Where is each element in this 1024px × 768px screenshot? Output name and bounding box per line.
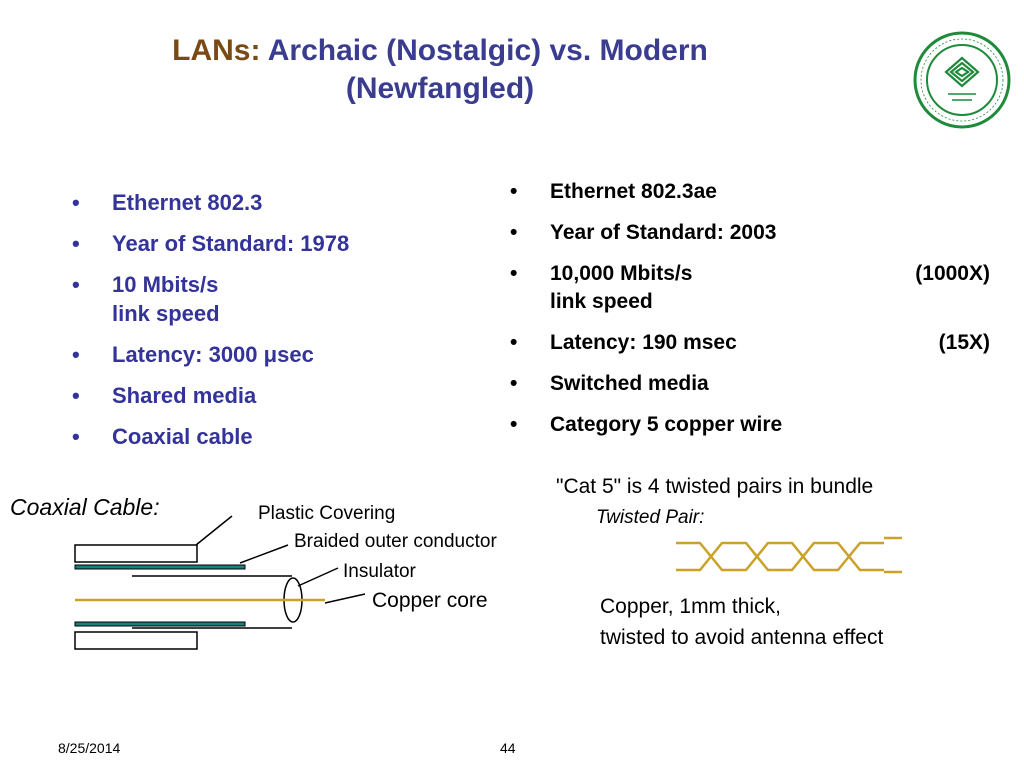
list-item: • 10 Mbits/s link speed bbox=[72, 270, 452, 328]
label-copper-core: Copper core bbox=[372, 589, 488, 612]
coax-insulator bbox=[132, 576, 292, 628]
list-item: • Year of Standard: 1978 bbox=[72, 229, 452, 258]
list-item: • Year of Standard: 2003 bbox=[510, 219, 990, 247]
coax-braid-bottom bbox=[75, 622, 245, 626]
list-item: • Latency: 3000 μsec bbox=[72, 340, 452, 369]
list-item: • Switched media bbox=[510, 370, 990, 398]
label-plastic-covering: Plastic Covering bbox=[258, 503, 396, 524]
twisted-pair-heading: Twisted Pair: bbox=[596, 507, 705, 528]
leader-insulator bbox=[298, 568, 338, 586]
list-item: • Ethernet 802.3 bbox=[72, 188, 452, 217]
list-item: • Shared media bbox=[72, 381, 452, 410]
title-line1: Archaic (Nostalgic) vs. Modern bbox=[267, 34, 708, 67]
coax-heading: Coaxial Cable: bbox=[10, 494, 160, 520]
leader-plastic bbox=[196, 516, 232, 545]
list-item: • Coaxial cable bbox=[72, 422, 452, 451]
footer-page-number: 44 bbox=[500, 740, 516, 756]
twisted-pair-icon bbox=[676, 538, 902, 572]
mu-symbol: μ bbox=[263, 342, 278, 367]
twisted-desc-line2: twisted to avoid antenna effect bbox=[600, 626, 884, 649]
leader-copper bbox=[325, 594, 365, 603]
label-insulator: Insulator bbox=[343, 561, 416, 582]
footer-date: 8/25/2014 bbox=[58, 740, 121, 756]
cat5-caption: "Cat 5" is 4 twisted pairs in bundle bbox=[556, 475, 874, 498]
title-lans: LANs: bbox=[172, 34, 261, 67]
list-item: • Ethernet 802.3ae bbox=[510, 178, 990, 206]
coax-braid-top bbox=[75, 565, 245, 569]
list-item: • Category 5 copper wire bbox=[510, 411, 990, 439]
leader-braided bbox=[240, 545, 288, 563]
coax-plastic-bottom bbox=[75, 632, 197, 649]
list-item: • Latency: 190 msec (15X) bbox=[510, 329, 990, 357]
coax-plastic-top bbox=[75, 545, 197, 562]
list-item: • 10,000 Mbits/s (1000X) link speed bbox=[510, 260, 990, 316]
label-braided-conductor: Braided outer conductor bbox=[294, 531, 497, 552]
twisted-desc-line1: Copper, 1mm thick, bbox=[600, 595, 781, 618]
title-line2: (Newfangled) bbox=[345, 72, 535, 105]
